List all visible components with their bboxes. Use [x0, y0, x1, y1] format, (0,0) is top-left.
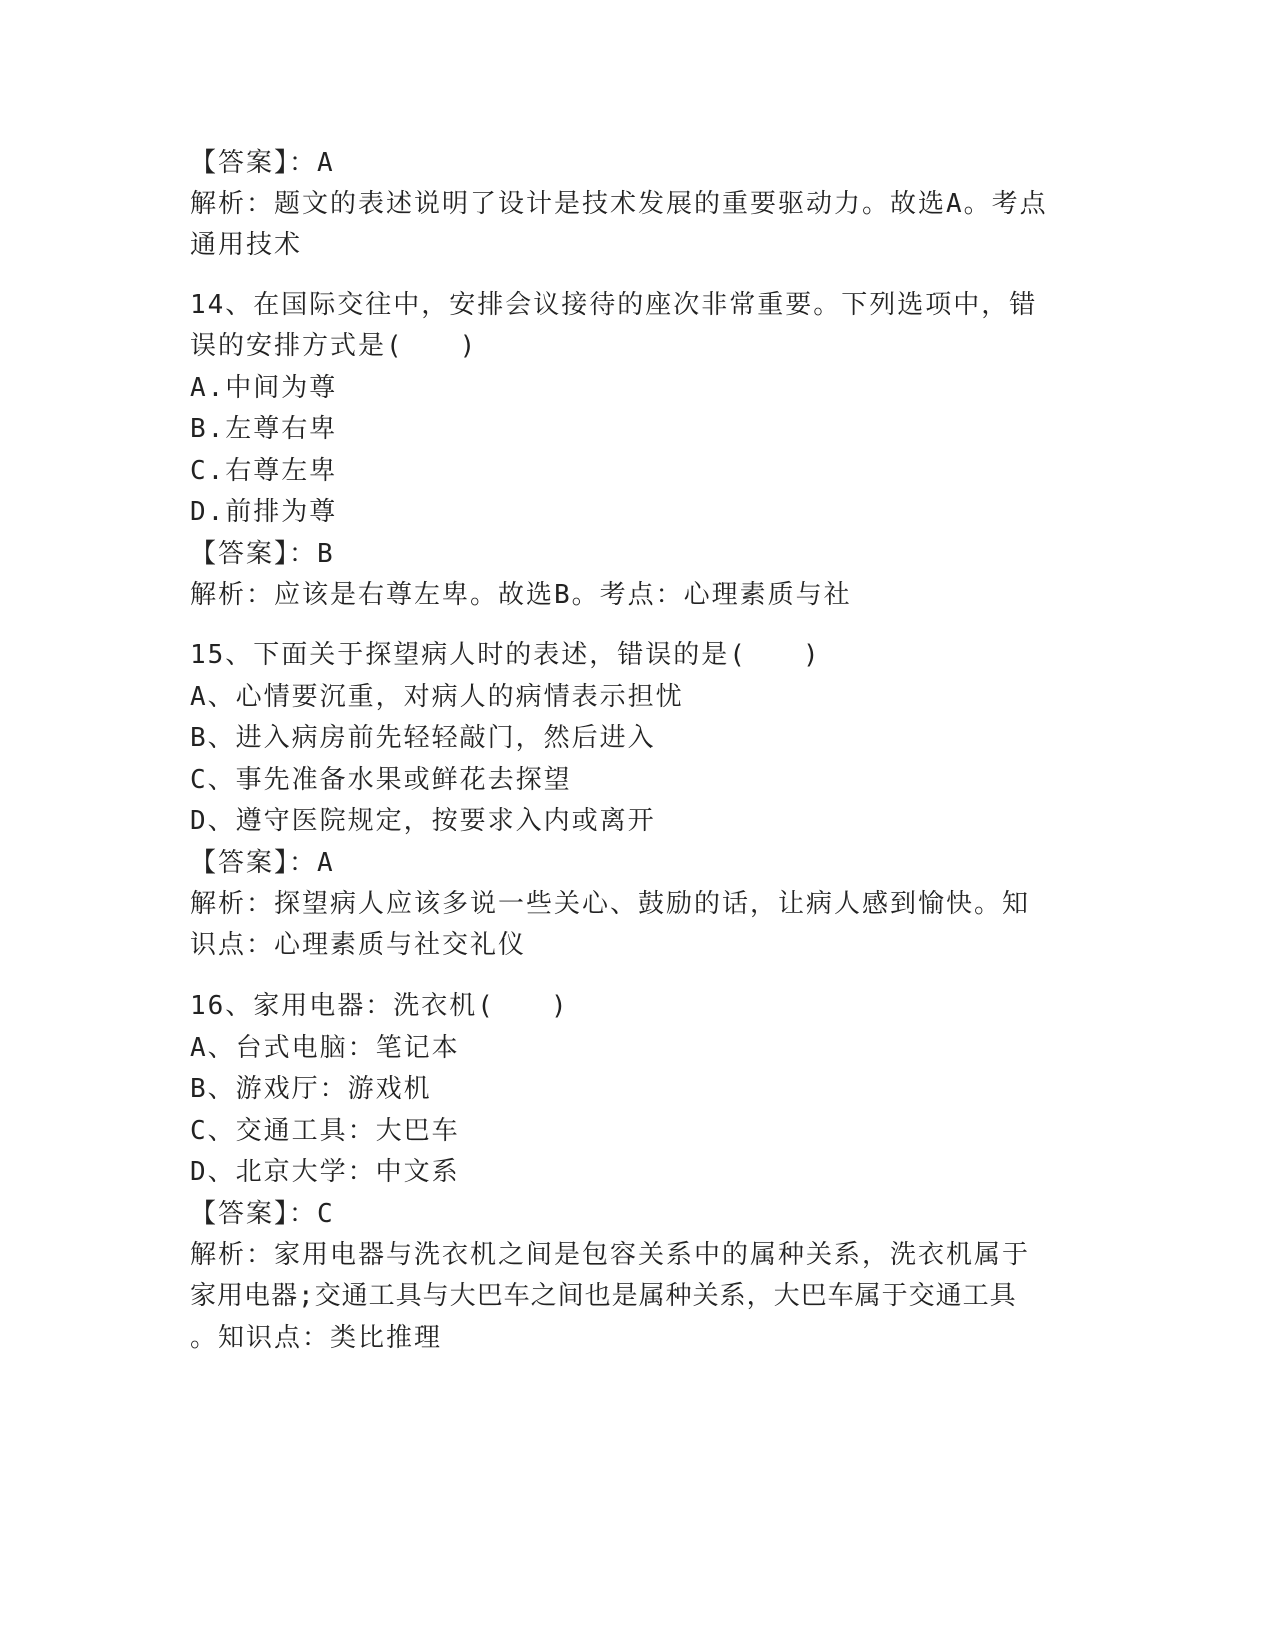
option-d: D.前排为尊: [190, 497, 338, 527]
option-d: D、北京大学：中文系: [190, 1157, 460, 1187]
question-14-text: 14、在国际交往中，安排会议接待的座次非常重要。下列选项中，错: [190, 290, 1038, 320]
answer-line: 【答案】：A: [190, 848, 335, 878]
answer-line: 【答案】：C: [190, 1199, 335, 1229]
question-14-text: 误的安排方式是( ): [190, 331, 478, 361]
question-15-text: 15、下面关于探望病人时的表述，错误的是( ): [190, 640, 821, 670]
question-16-text: 16、家用电器：洗衣机( ): [190, 991, 569, 1021]
option-c: C、交通工具：大巴车: [190, 1116, 460, 1146]
analysis-line: 。知识点：类比推理: [190, 1323, 443, 1353]
analysis-line: 家用电器;交通工具与大巴车之间也是属种关系，大巴车属于交通工具: [190, 1281, 1017, 1311]
option-a: A.中间为尊: [190, 373, 338, 403]
option-c: C、事先准备水果或鲜花去探望: [190, 765, 572, 795]
option-a: A、台式电脑：笔记本: [190, 1033, 460, 1063]
analysis-line: 解析：题文的表述说明了设计是技术发展的重要驱动力。故选A。考点: [190, 189, 1048, 219]
answer-line: 【答案】：A: [190, 148, 335, 178]
option-b: B、进入病房前先轻轻敲门，然后进入: [190, 723, 656, 753]
option-d: D、遵守医院规定，按要求入内或离开: [190, 806, 656, 836]
analysis-line: 识点：心理素质与社交礼仪: [190, 930, 527, 960]
analysis-line: 解析：家用电器与洗衣机之间是包容关系中的属种关系，洗衣机属于: [190, 1240, 1031, 1270]
option-c: C.右尊左卑: [190, 456, 338, 486]
option-b: B.左尊右卑: [190, 414, 338, 444]
analysis-line: 通用技术: [190, 230, 303, 260]
option-a: A、心情要沉重，对病人的病情表示担忧: [190, 682, 684, 712]
answer-line: 【答案】：B: [190, 539, 335, 569]
option-b: B、游戏厅：游戏机: [190, 1074, 432, 1104]
analysis-line: 解析：应该是右尊左卑。故选B。考点：心理素质与社: [190, 580, 852, 610]
analysis-line: 解析：探望病人应该多说一些关心、鼓励的话，让病人感到愉快。知: [190, 889, 1031, 919]
